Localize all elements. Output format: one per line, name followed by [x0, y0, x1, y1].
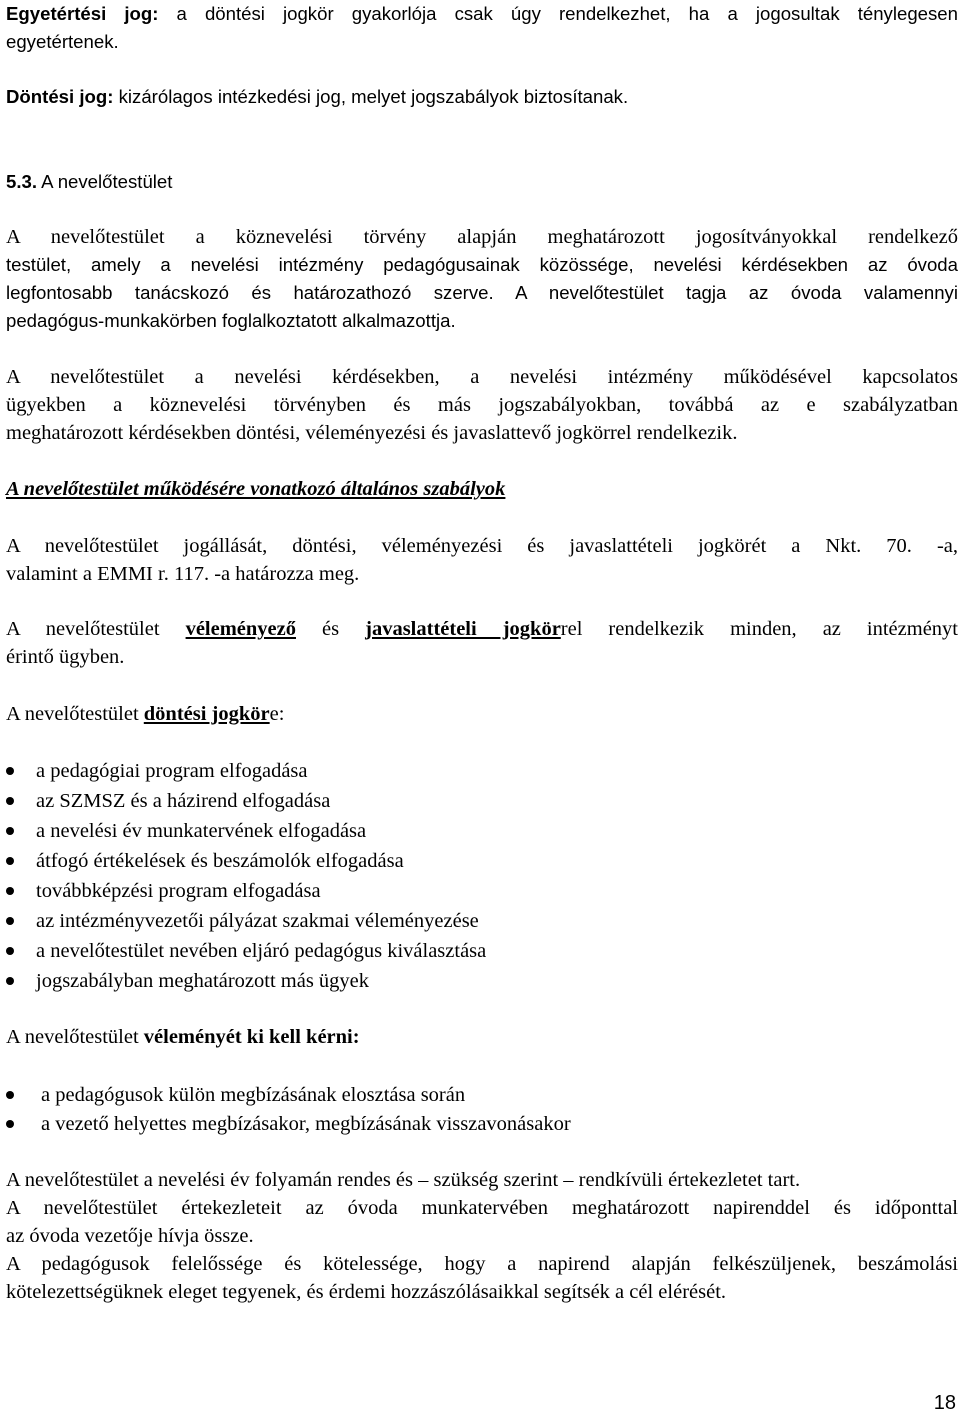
bullet-icon — [6, 977, 14, 985]
list-item-text: a pedagógusok külön megbízásának elosztása során — [41, 1084, 466, 1106]
bullet-icon — [6, 767, 14, 775]
para4-bold2: javaslattételi jogkör — [365, 618, 561, 640]
list-item — [6, 817, 366, 845]
bullet-icon — [6, 827, 14, 835]
para3-line1: A nevelőtestület jogállását, döntési, véleményezési és javaslattételi jogkörét a Nkt. 70. -a, — [6, 535, 958, 557]
list-item — [6, 907, 479, 935]
decision-intro — [6, 700, 284, 728]
final-line3: az óvoda vezetője hívja össze. — [6, 1225, 254, 1247]
para1-line3: legfontosabb tanácskozó és határozathozó szerve. A nevelőtestület tagja az óvoda valamennyi — [6, 282, 958, 303]
final-line4: A pedagógusok felelőssége és kötelessége, hogy a napirend alapján felkészüljenek, beszámolási — [6, 1253, 958, 1275]
list-item — [6, 1110, 571, 1138]
final-line5: kötelezettségüknek eleget tegyenek, és érdemi hozzászólásaikkal segítsék a cél elérését. — [6, 1281, 727, 1303]
opinion-intro-bold: véleményét ki kell kérni: — [143, 1026, 360, 1048]
para4-text2: és — [296, 618, 366, 640]
list-item-text: az SZMSZ és a házirend elfogadása — [36, 790, 331, 812]
term-decision: Döntési jog: — [6, 86, 114, 107]
decision-intro-suffix: e: — [269, 703, 285, 725]
definition-consent-text: a döntési jogkör gyakorlója csak úgy rendelkezhet, ha a jogosultak ténylegesen — [158, 3, 958, 24]
definition-decision-text: kizárólagos intézkedési jog, melyet jogszabályok biztosítanak. — [113, 86, 629, 107]
page-number: 18 — [933, 1392, 956, 1414]
list-item-text: átfogó értékelések és beszámolók elfogadása — [36, 850, 404, 872]
para1-line4: pedagógus-munkakörben foglalkoztatott alkalmazottja. — [6, 310, 456, 331]
bullet-icon — [6, 1091, 14, 1099]
para3-line2: valamint a EMMI r. 117. -a határozza meg. — [6, 563, 360, 585]
para1-line2: testület, amely a nevelési intézmény pedagógusainak közössége, nevelési kérdésekben az óvoda — [6, 254, 958, 275]
list-item-text: a nevelőtestület nevében eljáró pedagógus kiválasztása — [36, 940, 487, 962]
decision-intro-bold: döntési jogkör — [143, 703, 270, 725]
bullet-icon — [6, 887, 14, 895]
opinion-intro-text: A nevelőtestület — [6, 1026, 144, 1048]
list-item-text: a nevelési év munkatervének elfogadása — [36, 820, 367, 842]
list-item — [6, 757, 308, 785]
para4-text3: rel rendelkezik minden, az intézményt — [560, 618, 958, 640]
definition-consent-line2: egyetértenek. — [6, 31, 119, 52]
para2-line3: meghatározott kérdésekben döntési, véleményezési és javaslattevő jogkörrel rendelkezik. — [6, 422, 738, 444]
list-item — [6, 877, 321, 905]
list-item — [6, 787, 330, 815]
bullet-icon — [6, 917, 14, 925]
term-consent: Egyetértési jog: — [6, 3, 159, 24]
rules-heading: A nevelőtestület működésére vonatkozó általános szabályok — [6, 478, 506, 500]
list-item — [6, 937, 486, 965]
bullet-icon — [6, 1120, 14, 1128]
bullet-icon — [6, 857, 14, 865]
list-item — [6, 1081, 465, 1109]
list-item-text: továbbképzési program elfogadása — [36, 880, 321, 902]
para2-line2: ügyekben a köznevelési törvényben és más jogszabályokban, továbbá az e szabályzatban — [6, 394, 958, 416]
para4-line2: érintő ügyben. — [6, 646, 125, 668]
para4-text1: A nevelőtestület — [6, 618, 186, 640]
decision-intro-text: A nevelőtestület — [6, 703, 144, 725]
final-line1: A nevelőtestület a nevelési év folyamán rendes és – szükség szerint – rendkívüli értekezletet tart. — [6, 1169, 801, 1191]
bullet-icon — [6, 947, 14, 955]
section-title: A nevelőtestület — [37, 171, 173, 192]
section-number: 5.3. — [6, 171, 38, 192]
definition-decision — [6, 83, 628, 111]
list-item-text: az intézményvezetői pályázat szakmai véleményezése — [36, 910, 479, 932]
para4-line1 — [6, 615, 958, 643]
opinion-intro — [6, 1023, 360, 1051]
para2-line1: A nevelőtestület a nevelési kérdésekben, a nevelési intézmény működésével kapcsolatos — [6, 366, 958, 388]
bullet-icon — [6, 797, 14, 805]
para1-line1: A nevelőtestület a köznevelési törvény alapján meghatározott jogosítványokkal rendelkező — [6, 226, 958, 248]
list-item-text: a pedagógiai program elfogadása — [36, 760, 308, 782]
list-item — [6, 847, 404, 875]
final-line2: A nevelőtestület értekezleteit az óvoda munkatervében meghatározott napirenddel és időponttal — [6, 1197, 958, 1219]
definition-consent-line1 — [6, 0, 958, 28]
list-item-text: jogszabályban meghatározott más ügyek — [36, 970, 370, 992]
list-item-text: a vezető helyettes megbízásakor, megbízásának visszavonásakor — [41, 1113, 571, 1135]
section-heading — [6, 168, 172, 196]
list-item — [6, 967, 369, 995]
para4-bold1: véleményező — [185, 618, 296, 640]
